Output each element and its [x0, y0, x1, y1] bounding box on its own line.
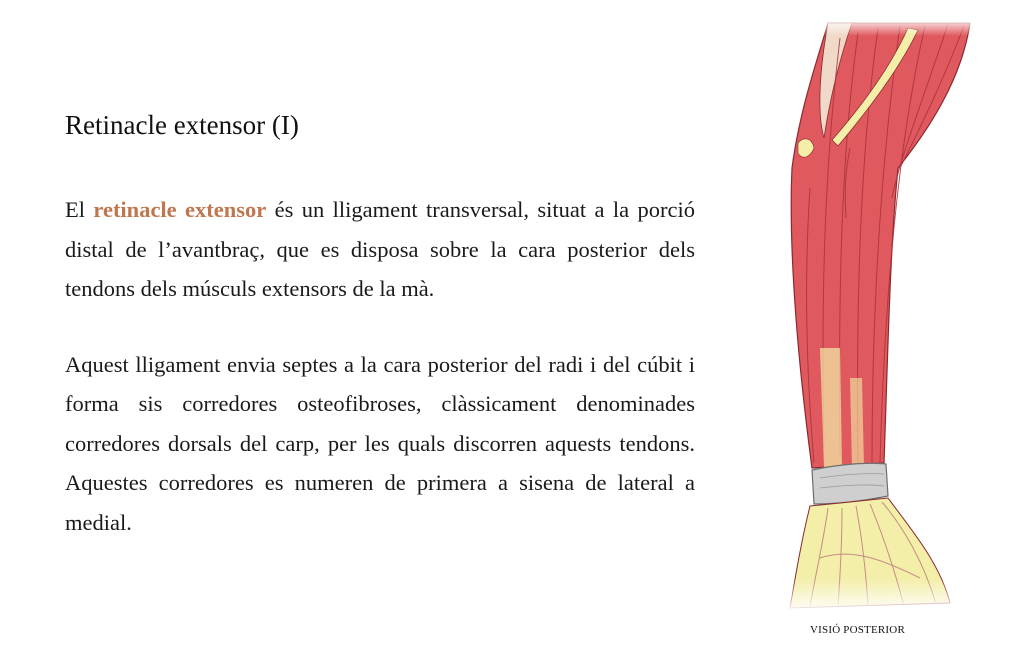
paragraph-1-intro: El: [65, 197, 94, 222]
paragraph-2: Aquest lligament envia septes a la cara posterior del radi i del cúbit i forma sis corredores osteofibroses, clàssicament denominades corredores dorsals del carp, per les quals discorren aquests tendons. Aquestes corredores es numeren de primera a sisena de lateral a medial.: [65, 351, 695, 535]
forearm-illustration: [780, 18, 980, 613]
paragraph-1: [65, 190, 695, 309]
content-text: [65, 190, 695, 578]
retinaculum-band: [812, 463, 888, 504]
figure-caption: VISIÓ POSTERIOR: [810, 624, 905, 636]
highlight-term[interactable]: retinacle extensor: [93, 197, 267, 222]
page-title: Retinacle extensor (I): [65, 110, 299, 140]
paragraph-1-body: és un lligament transversal, situat a la porció distal de l’avantbraç, que es disposa sobre la cara posterior dels tendons dels músculs extensors de la mà.: [65, 197, 695, 301]
